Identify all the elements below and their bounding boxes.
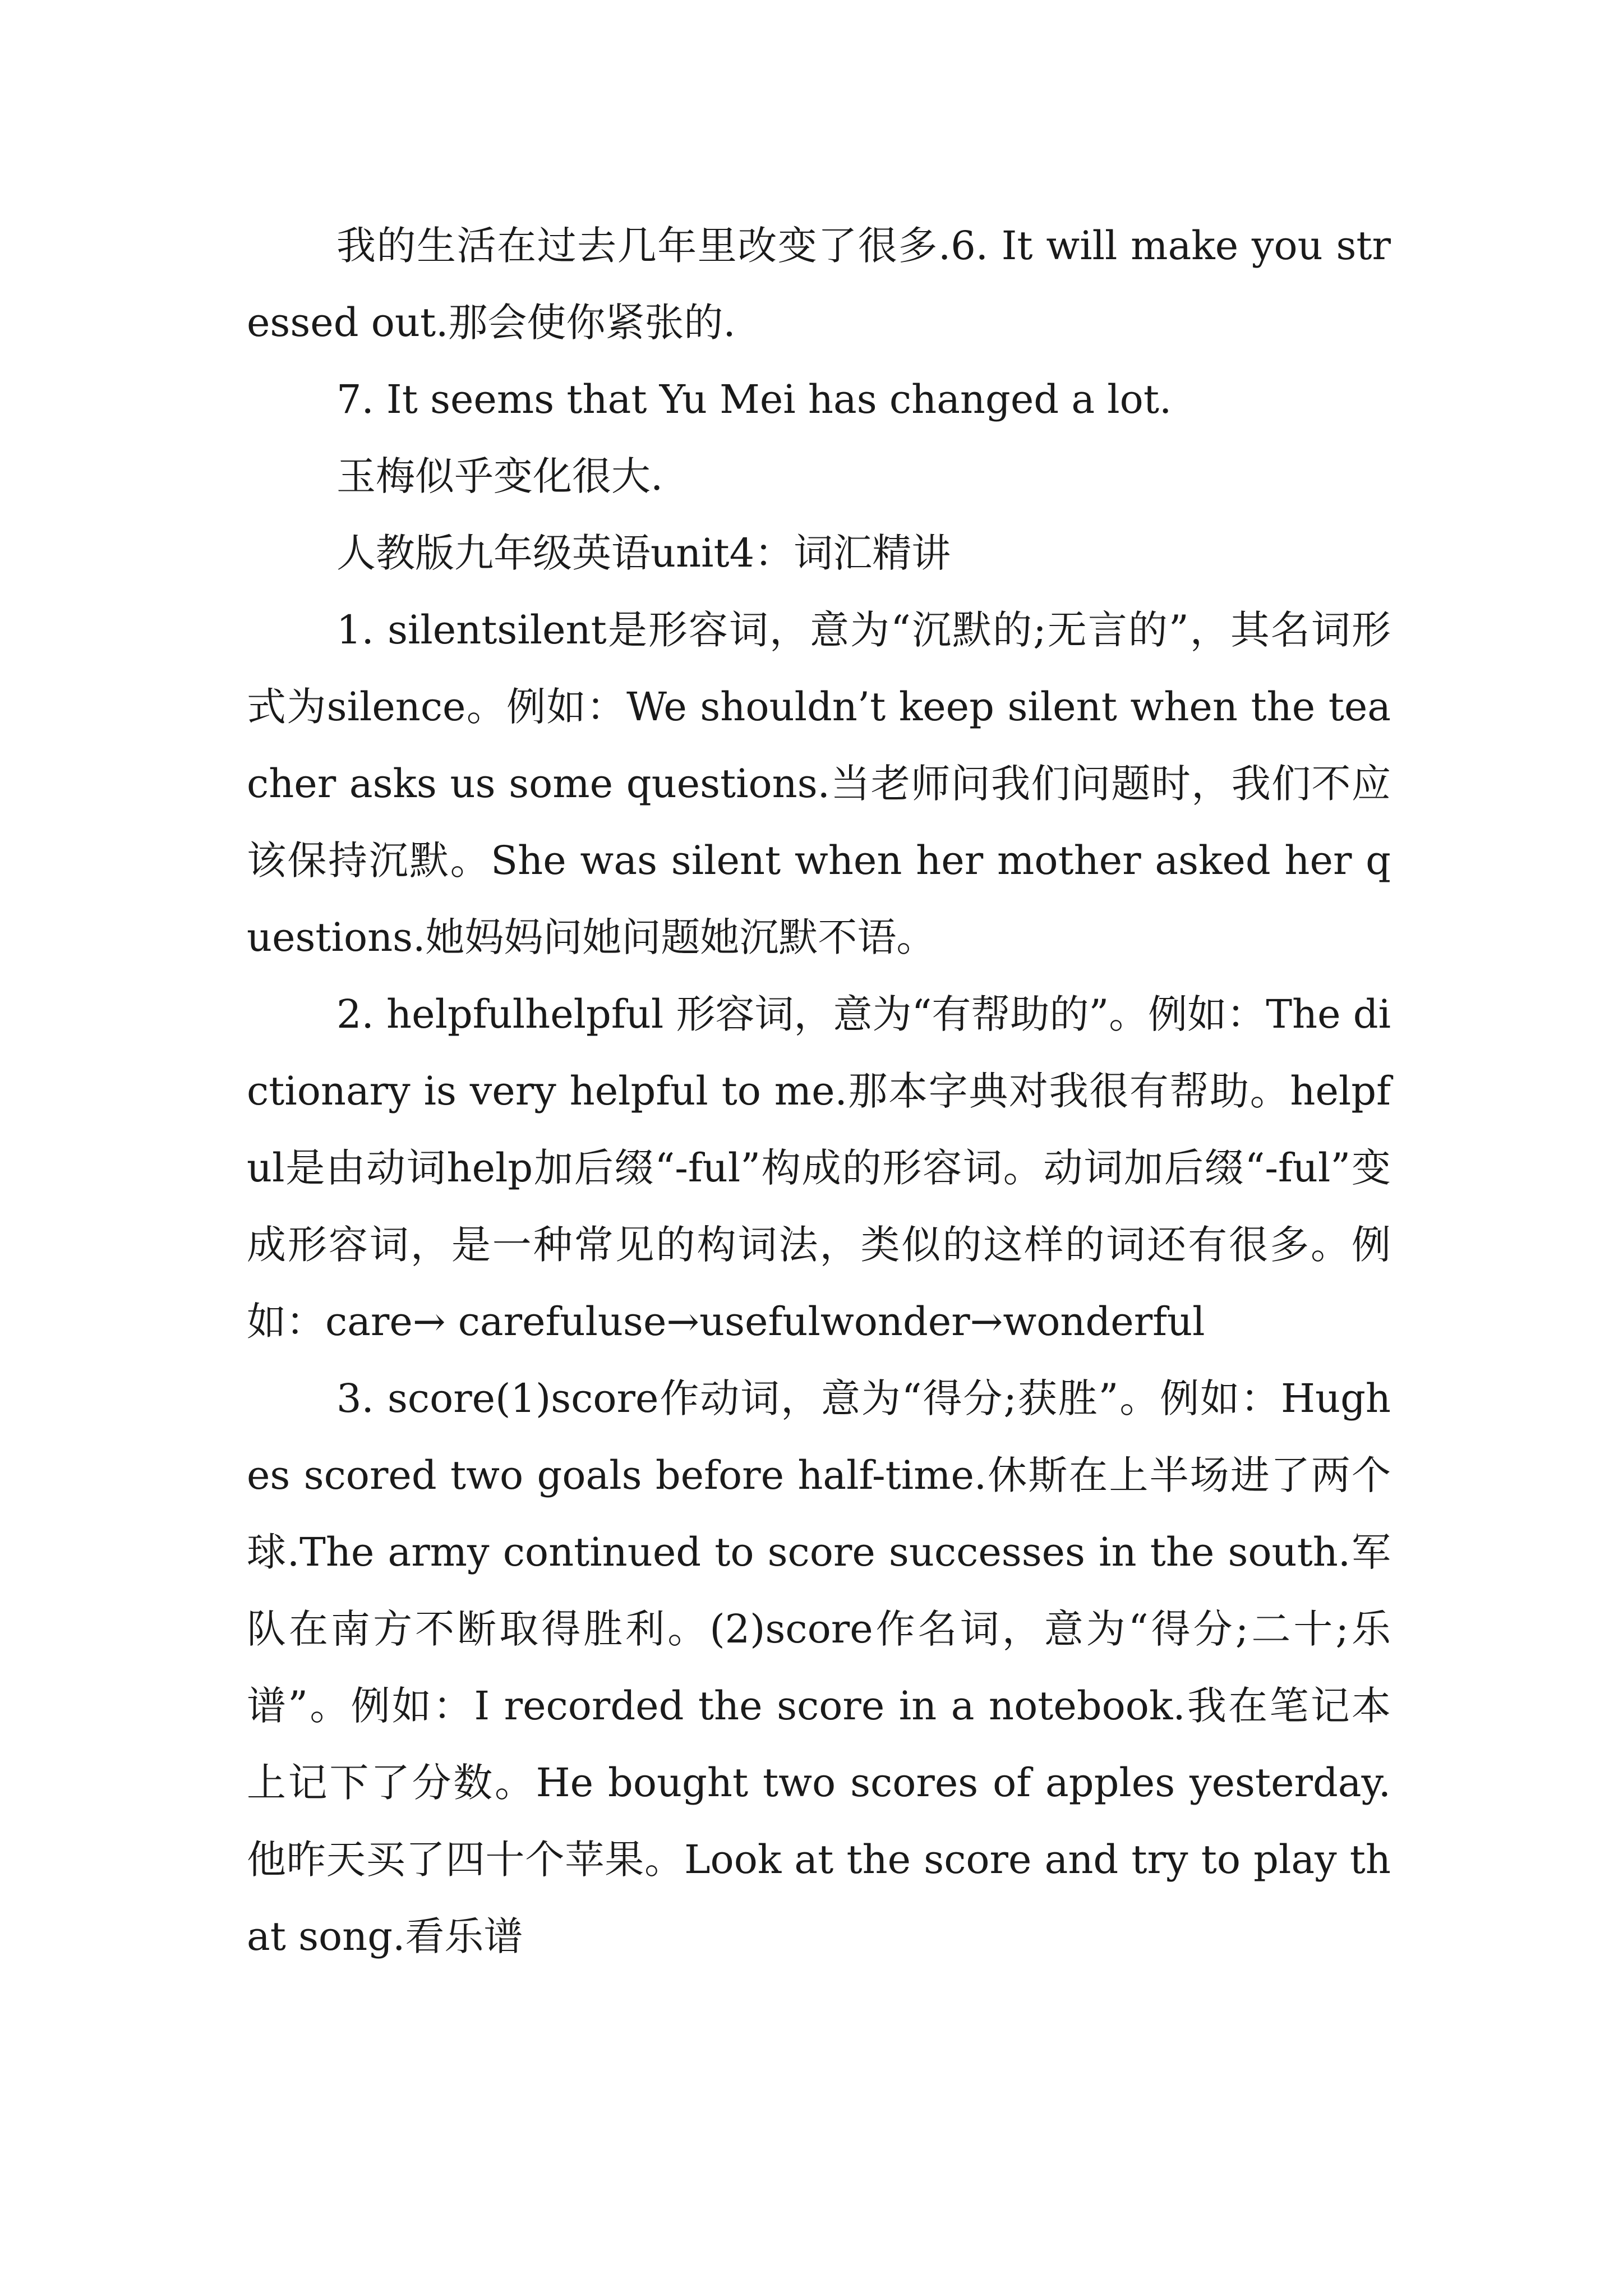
document-page <box>247 208 1391 1975</box>
paragraph-3: 玉梅似乎变化很大. <box>336 453 663 499</box>
section-heading: 人教版九年级英语unit4：词汇精讲 <box>336 530 951 576</box>
paragraph-score: 3. score(1)score作动词，意为“得分;获胜”。例如：Hughes scored two goals before half-time.休斯在上半场进了两个球.The army continued to score successes in the south.军队在南方不断取得胜利。(2)score作名词，意为“得分;二十;乐谱”。例如：I recorded the score in a notebook.我在笔记本上记下了分数。He bought two scores of apples yesterday.他昨天买了四十个苹果。Look at the score and try to play that song.看乐谱 <box>247 1375 1391 1959</box>
paragraph-helpful: 2. helpfulhelpful 形容词，意为“有帮助的”。例如：The dictionary is very helpful to me.那本字典对我很有帮助。helpful是由动词help加后缀“-ful”构成的形容词。动词加后缀“-ful”变成形容词，是一种常见的构词法，类似的这样的词还有很多。例如：care→ carefuluse→usefulwonder→wonderful <box>247 991 1391 1345</box>
paragraph-2: 7. It seems that Yu Mei has changed a lot. <box>336 376 1172 422</box>
paragraph-silent: 1. silentsilent是形容词，意为“沉默的;无言的”，其名词形式为silence。例如：We shouldn’t keep silent when the teacher asks us some questions.当老师问我们问题时，我们不应该保持沉默。She was silent when her mother asked her questions.她妈妈问她问题她沉默不语。 <box>247 607 1391 960</box>
paragraph-1: 我的生活在过去几年里改变了很多.6. It will make you stressed out.那会使你紧张的. <box>247 223 1391 346</box>
